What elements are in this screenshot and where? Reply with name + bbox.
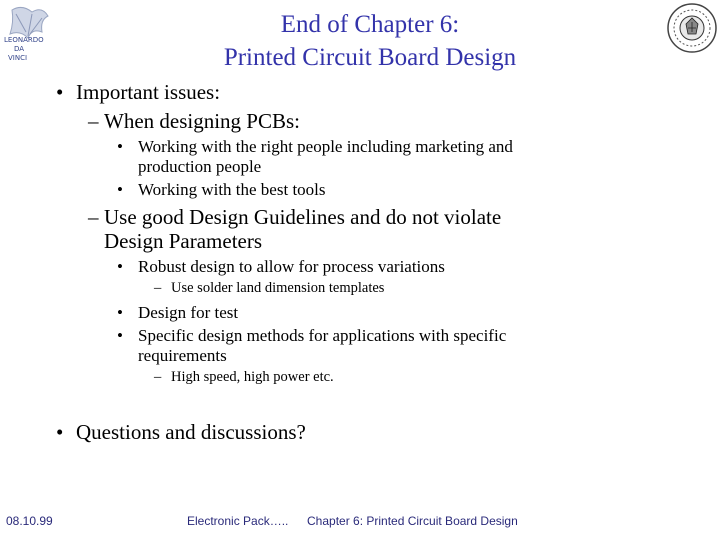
dash-icon: –: [154, 280, 162, 296]
logo-text-line2: DA: [14, 45, 25, 53]
footer-chapter: Chapter 6: Printed Circuit Board Design: [307, 514, 518, 528]
bullet-right-people: • Working with the right people including marketing and: [117, 137, 513, 156]
leonardo-logo: [2, 2, 54, 66]
bullet-design-guidelines-cont: Design Parameters: [104, 229, 263, 253]
bullet-dot-icon: •: [117, 137, 123, 156]
slide-title: [120, 8, 620, 74]
bullet-dot-icon: •: [117, 326, 123, 345]
bullet-specific-methods: • Specific design methods for applications with specific: [117, 326, 507, 345]
bullet-specific-methods-cont: requirements: [138, 346, 227, 365]
bullet-dot-icon: •: [56, 80, 64, 104]
bullet-dot-icon: •: [117, 303, 123, 322]
bullet-right-people-cont: production people: [138, 157, 262, 176]
logo-text-line3: VINCI: [8, 54, 28, 62]
bullet-dot-icon: •: [117, 257, 123, 276]
bullet-questions: • Questions and discussions?: [56, 420, 306, 444]
bullet-design-for-test: • Design for test: [117, 303, 239, 322]
dash-icon: –: [154, 369, 162, 385]
bullet-important-issues: • Important issues:: [56, 80, 221, 104]
footer-course: Electronic Pack…..: [187, 514, 289, 528]
bullet-design-guidelines: – Use good Design Guidelines and do not violate: [88, 205, 502, 229]
bullet-best-tools: • Working with the best tools: [117, 180, 326, 199]
bullet-dot-icon: •: [117, 180, 123, 199]
title-line-1: End of Chapter 6:: [280, 11, 460, 38]
logo-text-line1: LEONARDO: [4, 36, 44, 44]
footer-date: 08.10.99: [6, 514, 53, 528]
dash-icon: –: [88, 109, 99, 133]
bullet-dot-icon: •: [56, 420, 64, 444]
dash-icon: –: [88, 205, 99, 229]
bullet-robust-design: • Robust design to allow for process variations: [117, 257, 445, 276]
title-line-2: Printed Circuit Board Design: [223, 44, 517, 71]
bullet-solder-land: – Use solder land dimension templates: [154, 280, 385, 296]
university-seal-logo: [666, 2, 718, 54]
bullet-when-designing: – When designing PCBs:: [88, 109, 301, 133]
bullet-high-speed: – High speed, high power etc.: [154, 369, 334, 385]
